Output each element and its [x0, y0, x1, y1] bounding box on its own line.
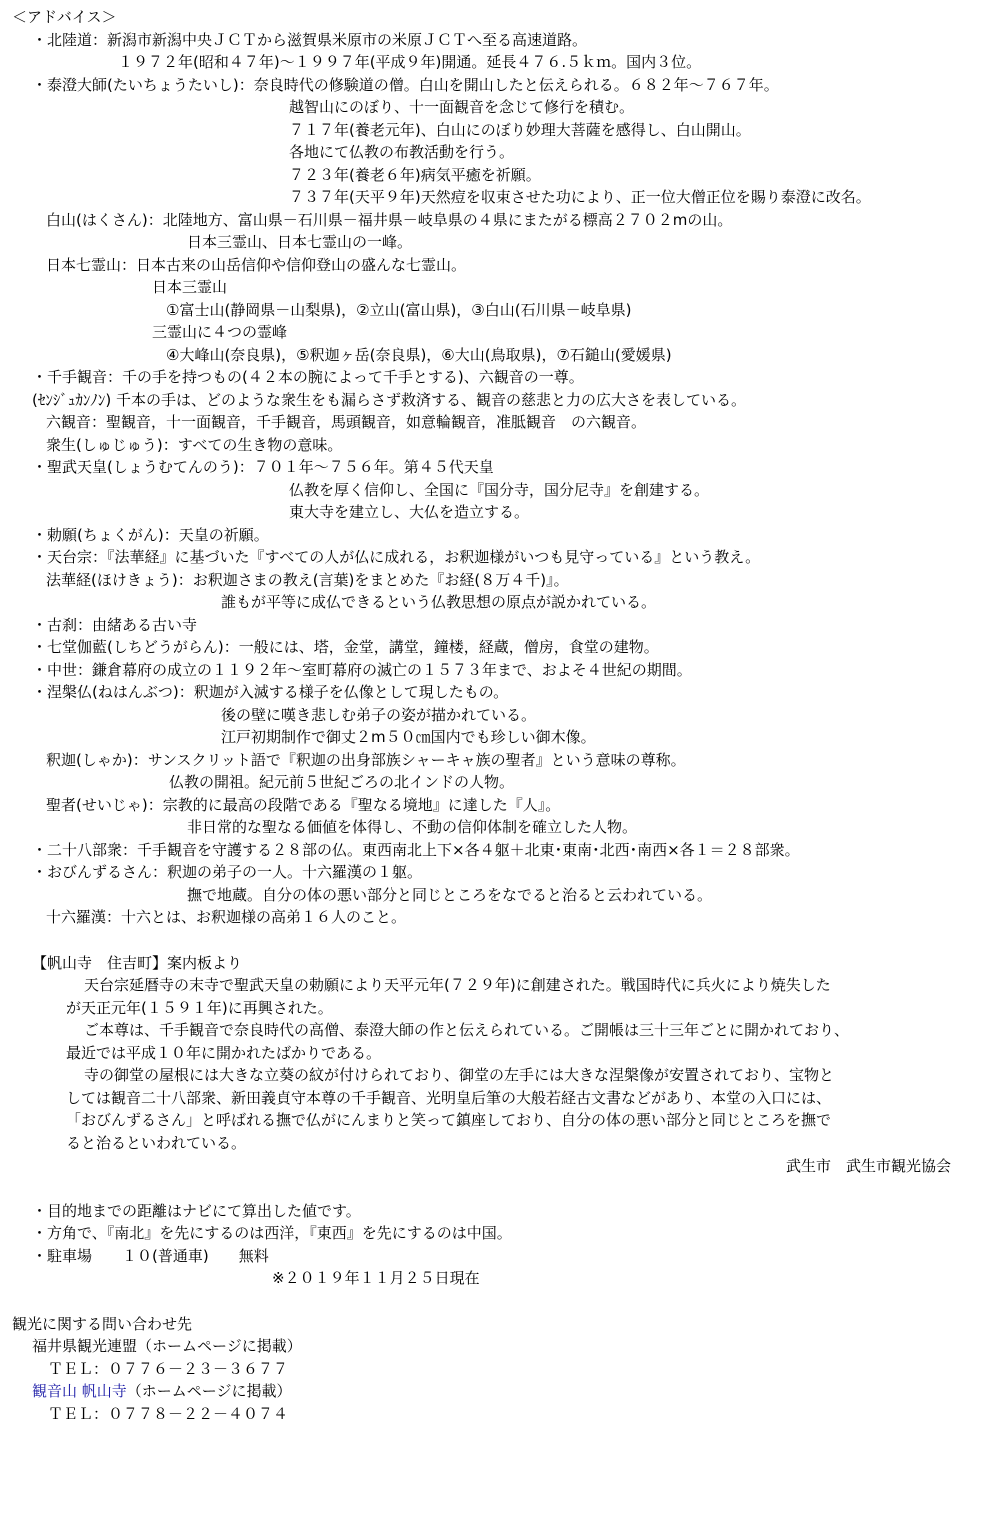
advice-line: 日本三霊山、日本七霊山の一峰。	[187, 233, 413, 251]
contact-org-1: 福井県観光連盟（ホームページに掲載）	[32, 1337, 302, 1355]
notice-line: ると治るといわれている。	[66, 1134, 247, 1152]
advice-line: 衆生(しゅじゅう)：すべての生き物の意味。	[46, 436, 343, 454]
advice-line: 釈迦(しゃか)：サンスクリット語で『釈迦の出身部族シャーキャ族の聖者』という意味の尊称。	[46, 751, 686, 769]
advice-line: ・北陸道：新潟市新潟中央ＪＣＴから滋賀県米原市の米原ＪＣＴへ至る高速道路。	[32, 31, 588, 49]
advice-line: 日本三霊山	[152, 278, 228, 296]
contact-org-2-suffix: （ホームページに掲載）	[126, 1382, 292, 1400]
notice-signature: 武生市 武生市観光協会	[785, 1157, 951, 1175]
advice-line: 越智山にのぼり、十一面観音を念じて修行を積む。	[289, 98, 635, 116]
advice-line: 日本七霊山：日本古来の山岳信仰や信仰登山の盛んな七霊山。	[46, 256, 467, 274]
contact-tel-2: ＴＥＬ：０７７８－２２－４０７４	[48, 1405, 289, 1423]
advice-line: 江戸初期制作で御丈２m５０㎝国内でも珍しい御木像。	[221, 728, 596, 746]
advice-line: ・天台宗：『法華経』に基づいた『すべての人が仏に成れる，お釈迦様がいつも見守っている』という教え。	[32, 548, 761, 566]
hozanji-link[interactable]: 観音山 帆山寺	[32, 1382, 127, 1400]
advice-line: ・おびんずるさん：釈迦の弟子の一人。十六羅漢の１躯。	[32, 863, 423, 881]
notice-line: しては観音二十八部衆、新田義貞守本尊の千手観音、光明皇后筆の大般若経古文書などがあり、本堂の入口には、	[66, 1089, 832, 1107]
advice-line: ・涅槃仏(ねはんぶつ)：釈迦が入滅する様子を仏像として現したもの。	[32, 683, 509, 701]
notice-line: 最近では平成１０年に開かれたばかりである。	[66, 1044, 382, 1062]
notice-line: ご本尊は、千手観音で奈良時代の高僧、泰澄大師の作と伝えられている。ご開帳は三十三年ごとに開かれており、	[84, 1021, 850, 1039]
advice-line: ・二十八部衆：千手観音を守護する２８部の仏。東西南北上下×各４躯＋北東･東南･北西･南西×各１＝２８部衆。	[32, 841, 800, 859]
advice-heading: ＜アドバイス＞	[12, 8, 117, 26]
notice-line: が天正元年(１５９１年)に再興された。	[66, 999, 333, 1017]
advice-line: ・古刹：由緒ある古い寺	[32, 616, 198, 634]
advice-line: 東大寺を建立し、大仏を造立する。	[289, 503, 530, 521]
advice-line: ④大峰山(奈良県)，⑤釈迦ヶ岳(奈良県)，⑥大山(鳥取県)，⑦石鎚山(愛媛県)	[166, 346, 672, 364]
contact-tel-1: ＴＥＬ：０７７６－２３－３６７７	[48, 1360, 289, 1378]
advice-line: ・泰澄大師(たいちょうたいし)：奈良時代の修験道の僧。白山を開山したと伝えられる。６８２年～７６７年。	[32, 76, 779, 94]
advice-line: 撫で地蔵。自分の体の悪い部分と同じところをなでると治ると云われている。	[187, 886, 713, 904]
advice-line: ・千手観音：千の手を持つもの(４２本の腕によって千手とする)、六観音の一尊。	[32, 368, 584, 386]
advice-line: ７２３年(養老６年)病気平癒を祈願。	[289, 166, 541, 184]
advice-line: 法華経(ほけきょう)：お釈迦さまの教え(言葉)をまとめた『お経(８万４千)』。	[46, 571, 569, 589]
advice-line: ７３７年(天平９年)天然痘を収束させた功により、正一位大僧正位を賜り泰澄に改名。	[289, 188, 871, 206]
advice-line: 誰もが平等に成仏できるという仏教思想の原点が説かれている。	[221, 593, 657, 611]
advice-line: 十六羅漢：十六とは、お釈迦様の高弟１６人のこと。	[46, 908, 407, 926]
advice-line: ・中世：鎌倉幕府の成立の１１９２年～室町幕府の滅亡の１５７３年まで、およそ４世紀の期間。	[32, 661, 692, 679]
advice-line: 仏教の開祖。紀元前５世紀ごろの北インドの人物。	[169, 773, 515, 791]
advice-line: ７１７年(養老元年)、白山にのぼり妙理大菩薩を感得し、白山開山。	[289, 121, 751, 139]
advice-line: 白山(はくさん)：北陸地方、富山県－石川県－福井県－岐阜県の４県にまたがる標高２７０２mの山。	[46, 211, 733, 229]
advice-line: ・勅願(ちょくがん)：天皇の祈願。	[32, 526, 269, 544]
note-line: ・駐車場 １０(普通車) 無料	[32, 1247, 269, 1265]
contact-heading: 観光に関する問い合わせ先	[12, 1315, 193, 1333]
notice-line: 寺の御堂の屋根には大きな立葵の紋が付けられており、御堂の左手には大きな涅槃像が安置されており、宝物と	[84, 1066, 835, 1084]
advice-line: ・七堂伽藍(しちどうがらん)：一般には、塔，金堂，講堂，鐘楼，経蔵，僧房，食堂の建物。	[32, 638, 659, 656]
advice-line: １９７２年(昭和４７年)～１９９７年(平成９年)開通。延長４７６.５ｋｍ。国内３位。	[118, 53, 702, 71]
advice-line: 非日常的な聖なる価値を体得し、不動の信仰体制を確立した人物。	[187, 818, 638, 836]
advice-line: 後の壁に嘆き悲しむ弟子の姿が描かれている。	[221, 706, 537, 724]
advice-line: 聖者(せいじゃ)：宗教的に最高の段階である『聖なる境地』に達した『人』。	[46, 796, 561, 814]
advice-line: 三霊山に４つの霊峰	[152, 323, 288, 341]
advice-line: 六観音：聖観音，十一面観音，千手観音，馬頭観音，如意輪観音，准胝観音 の六観音。	[46, 413, 647, 431]
note-line: ・方角で、『南北』を先にするのは西洋，『東西』を先にするのは中国。	[32, 1224, 512, 1242]
notice-heading: 【帆山寺 住吉町】案内板より	[32, 954, 243, 972]
contact-org-2	[32, 1382, 291, 1400]
advice-line: ①富士山(静岡県－山梨県)，②立山(富山県)，③白山(石川県－岐阜県)	[166, 301, 632, 319]
note-line: ※２０１９年１１月２５日現在	[272, 1269, 480, 1287]
advice-line: 各地にて仏教の布教活動を行う。	[289, 143, 515, 161]
note-line: ・目的地までの距離はナビにて算出した値です。	[32, 1202, 361, 1220]
advice-line: (ｾﾝｼﾞｭｶﾝﾉﾝ) 千本の手は、どのような衆生をも漏らさず救済する、観音の慈悲と力の広大さを表している。	[32, 391, 746, 409]
notice-line: 「おびんずるさん」と呼ばれる撫で仏がにんまりと笑って鎮座しており、自分の体の悪い部分と同じところを撫で	[66, 1111, 832, 1129]
notice-line: 天台宗延暦寺の末寺で聖武天皇の勅願により天平元年(７２９年)に創建された。戦国時代に兵火により焼失した	[84, 976, 831, 994]
advice-line: ・聖武天皇(しょうむてんのう)：７０１年～７５６年。第４５代天皇	[32, 458, 494, 476]
advice-line: 仏教を厚く信仰し、全国に『国分寺，国分尼寺』を創建する。	[289, 481, 710, 499]
